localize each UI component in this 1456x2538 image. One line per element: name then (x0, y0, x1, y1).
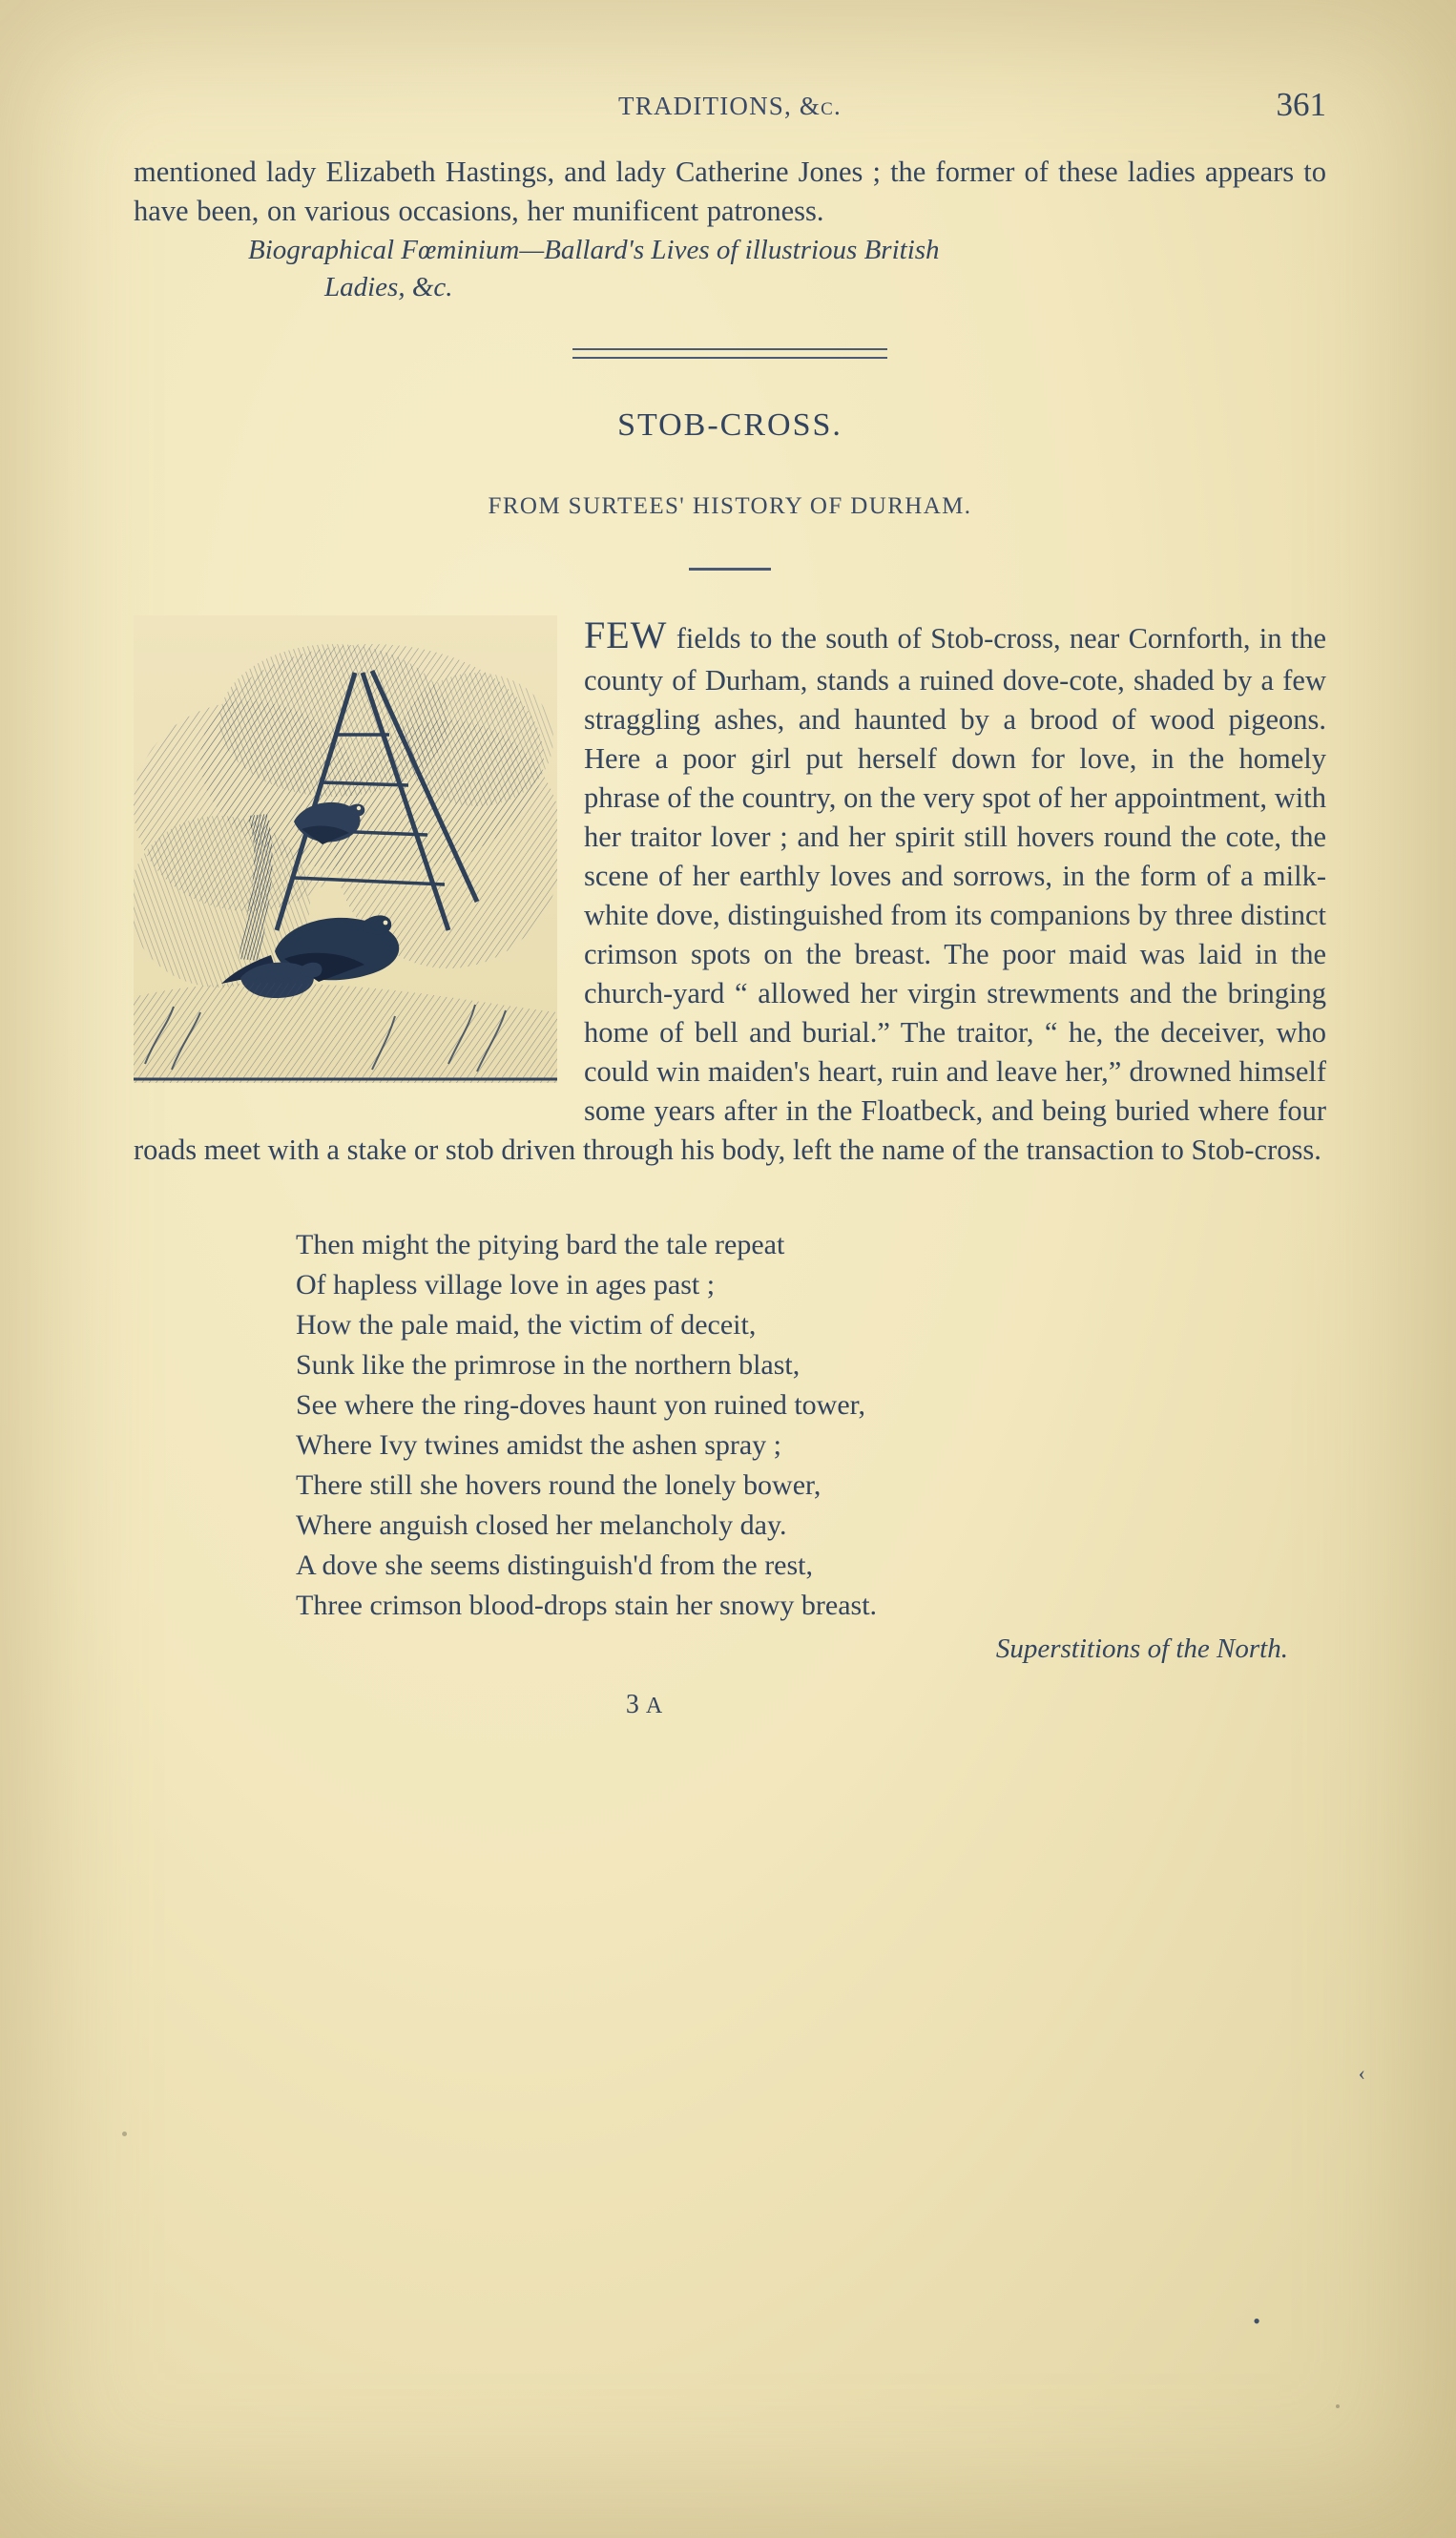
running-head (134, 86, 1326, 135)
poem-line: Then might the pitying bard the tale repeat (296, 1229, 785, 1261)
page-content (134, 86, 1326, 1720)
short-rule (689, 568, 771, 571)
top-attribution-line-1: Biographical Fœminium—Ballard's Lives of illustrious British (248, 235, 940, 266)
paper-speck (887, 763, 891, 767)
short-divider (134, 558, 1326, 575)
poem (296, 1225, 1326, 1626)
signature-number: 3 (625, 1690, 639, 1720)
poem-line: Three crimson blood-drops stain her snowy breast. (296, 1590, 878, 1622)
poem-line: Where Ivy twines amidst the ashen spray ; (296, 1429, 782, 1462)
top-attribution (134, 232, 1326, 306)
margin-dot: • (1253, 2309, 1260, 2333)
woodcut-dove-cote-ladder-birds-icon (134, 615, 557, 1083)
poem-line: Of hapless village love in ages past ; (296, 1269, 716, 1301)
poem-line: See where the ring-doves haunt yon ruined tower, (296, 1389, 865, 1422)
page-number: 361 (1276, 86, 1326, 123)
section-divider (134, 346, 1326, 364)
poem-line: There still she hovers round the lonely bower, (296, 1469, 822, 1502)
woodcut-illustration (134, 615, 557, 1083)
margin-mark: ‹ (1358, 2061, 1365, 2085)
poem-attribution: Superstitions of the North. (995, 1633, 1288, 1665)
running-head-title: TRADITIONS, &c. (618, 92, 842, 120)
signature-mark (134, 1690, 1326, 1720)
double-rule (572, 348, 887, 359)
poem-line: How the pale maid, the victim of deceit, (296, 1309, 757, 1342)
poem-line: Sunk like the primrose in the northern blast, (296, 1349, 801, 1382)
main-paragraph-text: fields to the south of Stob-cross, near Cornforth, in the county of Durham, stands a ruined dove-cote, shaded by a few straggling ashes, and haunted by a brood of wood pigeons. Here a poor girl put herself down for love, in the homely phrase of the country, on the very spot of her appointment, with her traitor lover ; and her spirit still hovers round the cote, the scene of her earthly loves and sorrows, in the form of a milk-white dove, distinguished from its companions by three distinct crimson spots on the breast. The poor maid was laid in the church-yard “ allowed her virgin strewments and the bringing home of bell and burial.” The traitor, “ he, the deceiver, who could win maiden's heart, ruin and leave her,” drowned himself some years after in the Floatbeck, and being buried where four roads meet with a stake or stob driven through his body, left the name of the transaction to Stob-cross. (134, 622, 1326, 1167)
poem-line: Where anguish closed her melancholy day. (296, 1509, 787, 1542)
signature-letter: A (645, 1694, 663, 1719)
paper-speck (122, 2132, 127, 2136)
paper-speck (1336, 2404, 1340, 2408)
section-title: STOB-CROSS. (617, 407, 842, 444)
poem-line: A dove she seems distinguish'd from the rest, (296, 1550, 814, 1582)
top-attribution-line-2: Ladies, &c. (324, 272, 453, 303)
section-source: FROM SURTEES' HISTORY OF DURHAM. (488, 493, 972, 520)
top-paragraph: mentioned lady Elizabeth Hastings, and lady Catherine Jones ; the former of these ladies appears to have been, on various occasions, her munificent patroness. (134, 156, 1326, 227)
drop-cap: FEW (584, 614, 668, 657)
